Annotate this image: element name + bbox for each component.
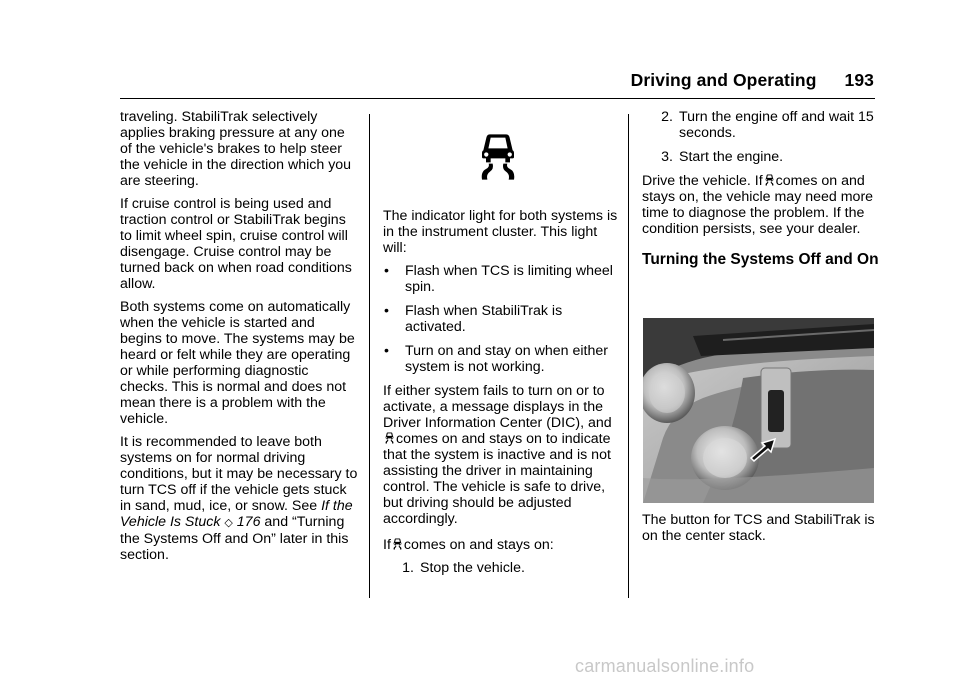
step-item	[642, 109, 880, 141]
paragraph-text: comes on and stays on:	[403, 537, 554, 553]
list-item	[383, 343, 623, 375]
section-title: Driving and Operating	[630, 70, 817, 90]
center-stack-illustration	[643, 318, 874, 503]
step-number: 1.	[402, 560, 414, 576]
list-item	[383, 263, 623, 295]
paragraph-text: and “Turning the Systems Off and On” later in this section.	[120, 514, 349, 563]
watermark: carmanualsonline.info	[575, 656, 755, 676]
step-number: 2.	[661, 109, 673, 125]
section-heading: Turning the Systems Off and On	[642, 251, 879, 268]
paragraph	[383, 537, 623, 553]
header-rule	[120, 98, 875, 99]
paragraph-text: If	[383, 537, 391, 553]
paragraph-text: If either system fails to turn on or to activate, a message displays in the Driver Information Center (DIC), and	[383, 383, 612, 431]
paragraph-text: It is recommended to leave both systems on for normal driving conditions, but it may be necessary to turn TCS off if the vehicle gets stuck in sand, mud, ice, or snow. See	[120, 434, 358, 514]
list-item	[383, 303, 623, 335]
running-header	[631, 70, 874, 91]
center-stack-photo	[643, 318, 874, 503]
column-3	[642, 109, 880, 269]
paragraph	[120, 434, 360, 563]
cross-reference-page[interactable]: 176	[236, 514, 261, 530]
paragraph: Both systems come on automatically when the vehicle is started and begins to move. The systems may be heard or felt while they are operating or while performing diagnostic checks. This is normal and does not mean there is a problem with the vehicle.	[120, 299, 355, 427]
bullet-text: Flash when TCS is limiting wheel spin.	[405, 263, 613, 295]
bullet-text: Turn on and stay on when either system is not working.	[405, 343, 608, 375]
paragraph	[642, 173, 880, 237]
photo-caption	[642, 512, 880, 551]
traction-control-icon	[385, 432, 394, 444]
paragraph-text: comes on and stays on to indicate that the system is inactive and is not assisting the driver in maintaining control. The vehicle is safe to drive, but driving should be adjusted accordingly.	[383, 431, 611, 527]
step-text: Turn the engine off and wait 15 seconds.	[679, 109, 874, 141]
traction-control-indicator-icon	[474, 133, 522, 181]
column-divider-2	[628, 114, 629, 598]
column-2	[383, 208, 623, 584]
page-reference-icon: ◇	[224, 516, 233, 529]
paragraph-text: comes on and stays on, the vehicle may need more time to diagnose the problem. If the condition persists, see your dealer.	[642, 173, 874, 237]
bullet-mark: •	[384, 303, 389, 319]
step-text: Stop the vehicle.	[420, 560, 525, 576]
paragraph: If cruise control is being used and traction control or StabiliTrak begins to limit wheel spin, cruise control will disengage. Cruise control may be turned back on when road conditions allow.	[120, 196, 352, 292]
paragraph: The indicator light for both systems is in the instrument cluster. This light will:	[383, 208, 618, 256]
traction-control-icon	[765, 174, 774, 186]
bullet-mark: •	[384, 263, 389, 279]
step-item	[383, 560, 623, 576]
cross-reference-link[interactable]: If the Vehicle Is Stuck	[120, 498, 353, 530]
paragraph-text: Drive the vehicle. If	[642, 173, 763, 189]
bullet-mark: •	[384, 343, 389, 359]
column-1	[120, 109, 360, 570]
bullet-text: Flash when StabiliTrak is activated.	[405, 303, 563, 335]
caption-text: The button for TCS and StabiliTrak is on the center stack.	[642, 512, 875, 544]
paragraph	[383, 383, 623, 527]
paragraph: traveling. StabiliTrak selectively applies braking pressure at any one of the vehicle's brakes to help steer the vehicle in the direction which you are steering.	[120, 109, 352, 189]
step-number: 3.	[661, 149, 673, 165]
traction-control-icon	[393, 538, 402, 550]
page-number: 193	[844, 70, 874, 90]
step-item	[642, 149, 880, 165]
step-text: Start the engine.	[679, 149, 784, 165]
column-divider-1	[369, 114, 370, 598]
